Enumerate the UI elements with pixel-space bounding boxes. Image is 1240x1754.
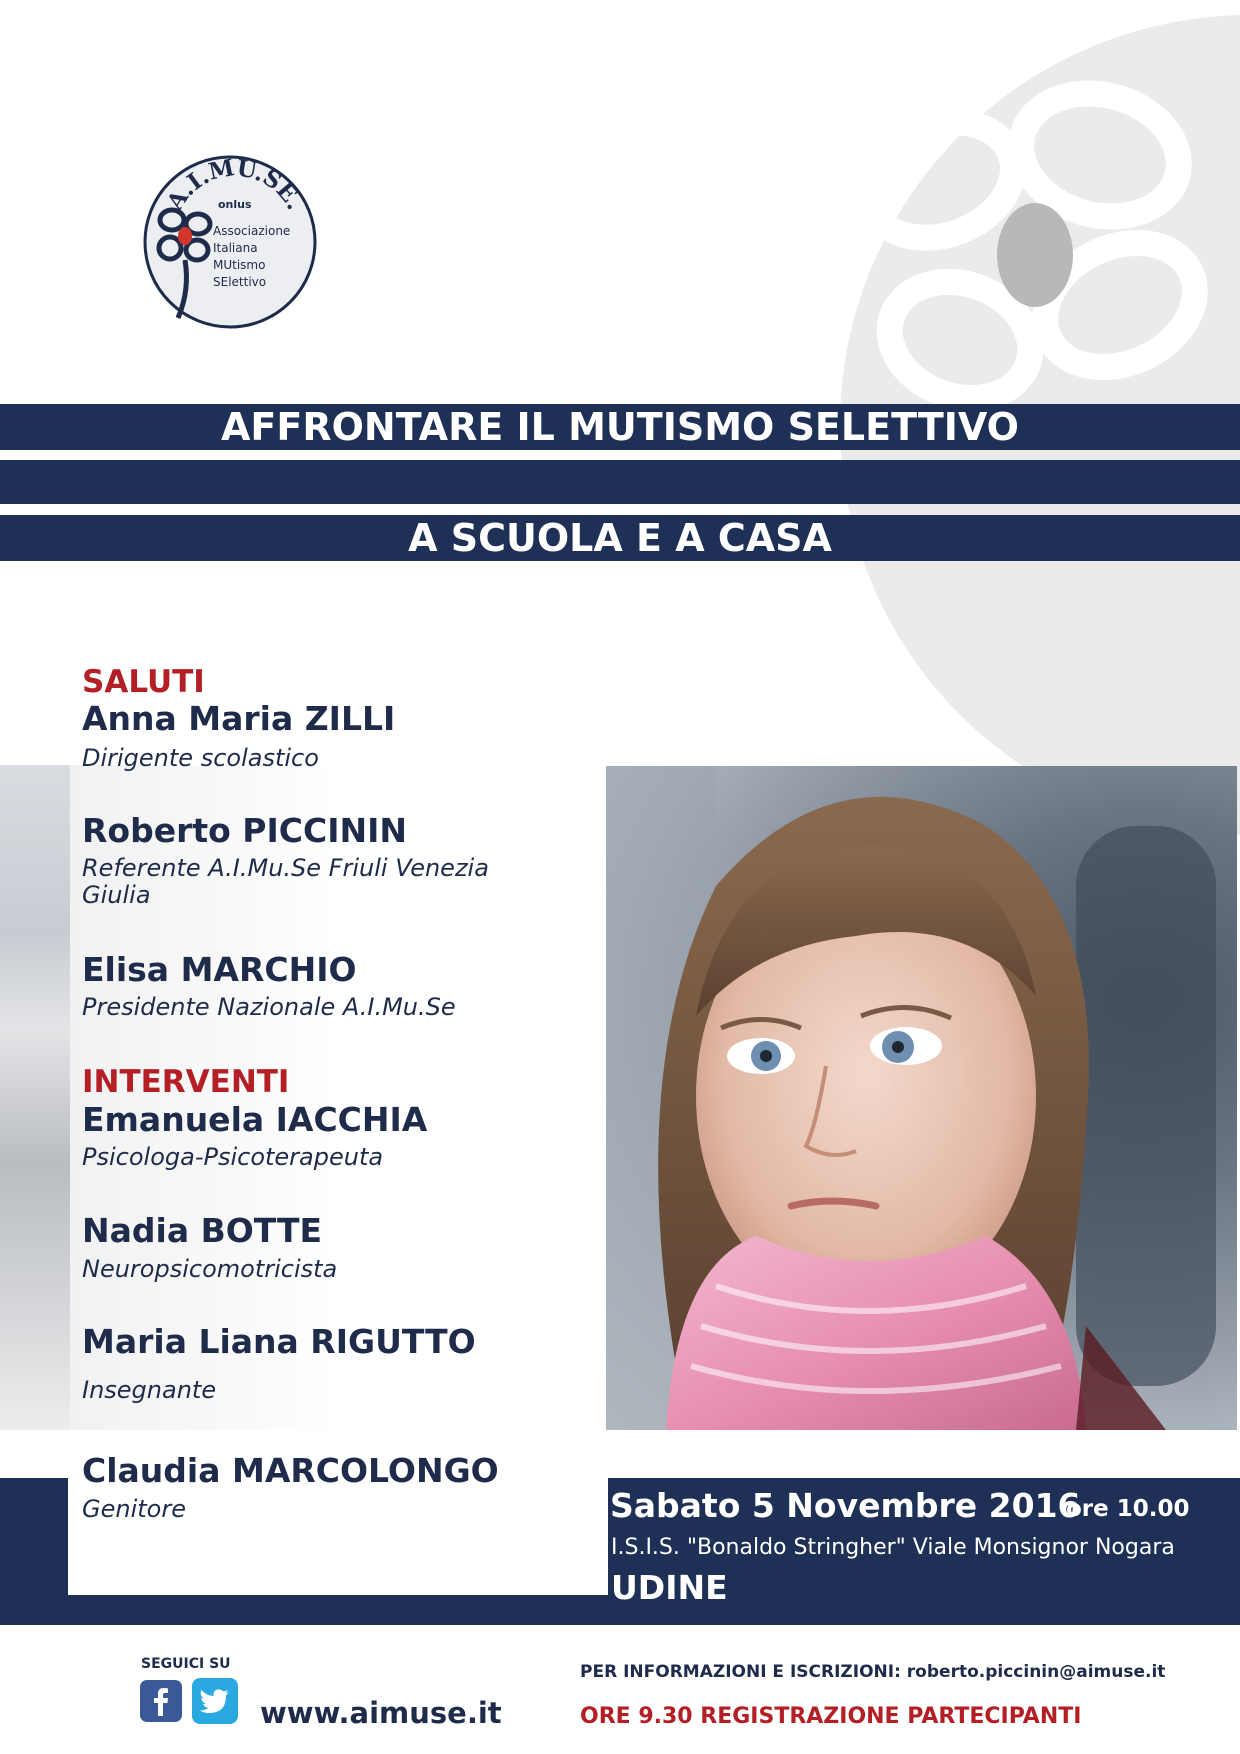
speaker-role: Psicologa-Psicoterapeuta [82,1143,384,1171]
speaker-role: Neuropsicomotricista [82,1255,338,1283]
section-saluti-heading: SALUTI [82,664,205,700]
info-contact: PER INFORMAZIONI E ISCRIZIONI: roberto.piccinin@aimuse.it [580,1662,1166,1682]
logo-line-2: Italiana [213,241,258,255]
speaker-role: Dirigente scolastico [82,744,319,772]
aimuse-logo [140,150,320,335]
speaker-name: Anna Maria ZILLI [82,699,396,738]
flower-watermark-icon [790,60,1240,440]
facebook-icon[interactable] [140,1680,182,1722]
speaker-role: Genitore [82,1495,186,1523]
logo-line-1: Associazione [213,224,291,238]
title-bar-2 [0,460,1240,504]
event-city: UDINE [611,1568,728,1607]
speaker-name: Nadia BOTTE [82,1211,323,1250]
speaker-name: Maria Liana RIGUTTO [82,1322,476,1361]
background-photo-strip [0,765,70,1430]
event-time: ore 10.00 [1066,1496,1190,1522]
title-line-1: AFFRONTARE IL MUTISMO SELETTIVO [221,405,1019,449]
website-link[interactable]: www.aimuse.it [260,1696,502,1730]
logo-onlus: onlus [218,198,252,211]
child-illustration [606,766,1237,1430]
twitter-icon[interactable] [192,1678,238,1724]
child-photo [606,766,1237,1430]
event-date: Sabato 5 Novembre 2016 [610,1486,1081,1525]
registration-notice: ORE 9.30 REGISTRAZIONE PARTECIPANTI [580,1704,1082,1729]
title-line-2: A SCUOLA E A CASA [408,516,832,560]
speaker-name: Elisa MARCHIO [82,950,357,989]
speaker-name: Claudia MARCOLONGO [82,1451,499,1490]
section-interventi-heading: INTERVENTI [82,1064,290,1100]
speaker-role: Presidente Nazionale A.I.Mu.Se [82,993,456,1021]
logo-line-3: MUtismo [213,258,266,272]
speaker-name: Roberto PICCININ [82,811,407,850]
speaker-role: Referente A.I.Mu.Se Friuli Venezia Giulia [82,854,489,909]
event-venue: I.S.I.S. "Bonaldo Stringher" Viale Monsignor Nogara [611,1535,1175,1560]
speaker-name: Emanuela IACCHIA [82,1100,428,1139]
logo-line-4: SElettivo [213,275,267,289]
follow-us-label: SEGUICI SU [141,1656,231,1672]
speaker-role: Insegnante [82,1376,217,1404]
logo-arc-text: A.I.MU.SE. [161,154,309,215]
